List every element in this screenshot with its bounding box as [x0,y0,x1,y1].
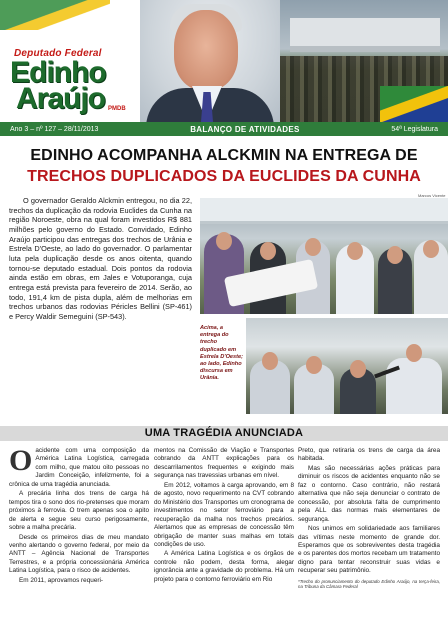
deputy-portrait-photo [140,0,280,122]
lead-headline-line1: EDINHO ACOMPANHA ALCKMIN NA ENTREGA DE [30,147,418,164]
second-article-column-2 [154,447,294,637]
masthead [0,0,448,122]
issue-number: Ano 3 – nº 127 – 28/11/2013 [10,125,99,133]
paragraph: Em 2012, voltamos à carga aprovando, em 8 de agosto, novo requerimento na CVT cobrando do Ministério dos Transportes um cronograma de investimentos no setor ferroviário para a recuperação da malha nos trechos precários. Alertamos que as empresas de concessão têm obrigação de manter suas malhas em totais condições de uso. [154,481,294,548]
legislature-label: 54ª Legislatura [391,125,438,133]
issue-info-bar [0,122,448,136]
paragraph: Mas são necessárias ações práticas para diminuir os riscos de acidentes enquanto não se faz o contorno. Caso contrário, não restará alternativa que não seja denunciar o contrato de concessão, por absoluta falta de cumprimento pela ALL das normas mais elementares de segurança. [298,464,440,523]
footnote: *Trecho do pronunciamento do deputado Edinho Araújo, na terça-feira, na Tribuna da Câmara Federal [298,578,440,589]
lead-article-body: O governador Geraldo Alckmin entregou, no dia 22, trechos da duplicação da rodovia Euclides da Cunha na região Noroeste, obra na qual foram investidos R$ 881 milhões pelo governo do Estado. Convidado, Edinho Araújo participou das entregas dos trechos de Urânia e Estrela D'Oeste, ao lado do governador. O parlamentar luta pela duplicação desde os anos oitenta, quando tornou-se deputado estadual. Dois pontos da rodovia ainda estão em obras, em Jales e Votuporanga, cuja entrega está prevista para fevereiro de 2014. Serão, ao todo, 191,4 km de pista dupla, além de melhorias em trechos urbanos das rodovias Péricles Bellini (SP-461) e Percy Waldir Semeguini (SP-543). [9,196,192,321]
masthead-name-first: Edinho [10,56,106,89]
paragraph: Desde os primeiros dias de meu mandato venho alertando o governo federal, por meio da ANTT – Agência Nacional de Transportes Terrestres, e a própria concessionária América Latina Logística, para o risco de acidentes. [9,533,149,575]
paragraph: mentos na Comissão de Viação e Transportes cobrando da ANTT explicações para os descarrilamentos frequentes e exigindo mais segurança nas travessias urbanas em nível. [154,447,294,480]
masthead-name-last: Araújo [16,82,106,115]
photo-credit: Marcos Vicente [418,193,446,198]
paragraph: Em 2011, aprovamos requeri- [19,576,104,584]
drop-cap: O [9,447,33,477]
masthead-role: Deputado Federal [14,48,102,59]
photo-caption: Acima, a entrega do trecho duplicado em Estrela D'Oeste; ao lado, Edinho discursa em Urânia. [200,325,243,382]
speech-photo [246,318,448,414]
ribbon-cutting-photo [200,198,448,314]
paragraph: A precária linha dos trens de carga há tempos tira o sono dos rio-pretenses que moram próximos à ferrovia. O trem apenas soa o apito de alerta e segue seu curso perigosamente, sobre a malha precária. [9,490,149,532]
paragraph: Preto, que retiraria os trens de carga da área habitada. [298,447,440,463]
congress-photo [280,0,448,122]
section-label: BALANÇO DE ATIVIDADES [190,124,300,134]
paragraph: acidente com uma composição da América Latina Logística, carregada com milho, que matou oito pessoas no Jardim Conceição, infelizmente, foi a crônica de uma tragédia anunciada. [9,447,149,488]
second-article-headline: UMA TRAGÉDIA ANUNCIADA [144,427,304,439]
paragraph: Nos unimos em solidariedade aos familiares das vítimas neste momento de grande dor. Esperamos que os sobreviventes desta tragédia e os parentes dos mortos recebam um tratamento digno para tentar reconstruir suas vidas e recuperar seu patrimônio. [298,525,440,575]
second-article-column-1 [9,447,149,637]
party-logo: PMDB [108,106,126,112]
second-article-column-3 [298,447,440,637]
flag-graphic [0,0,110,30]
lead-headline-line2: TRECHOS DUPLICADOS DA EUCLIDES DA CUNHA [27,168,421,185]
masthead-brand [0,0,140,122]
paragraph: A América Latina Logística e os órgãos de controle não podem, desta forma, alegar ignorância ante a gravidade do problema. Há um projeto para o contorno ferroviário em Rio [154,550,294,583]
